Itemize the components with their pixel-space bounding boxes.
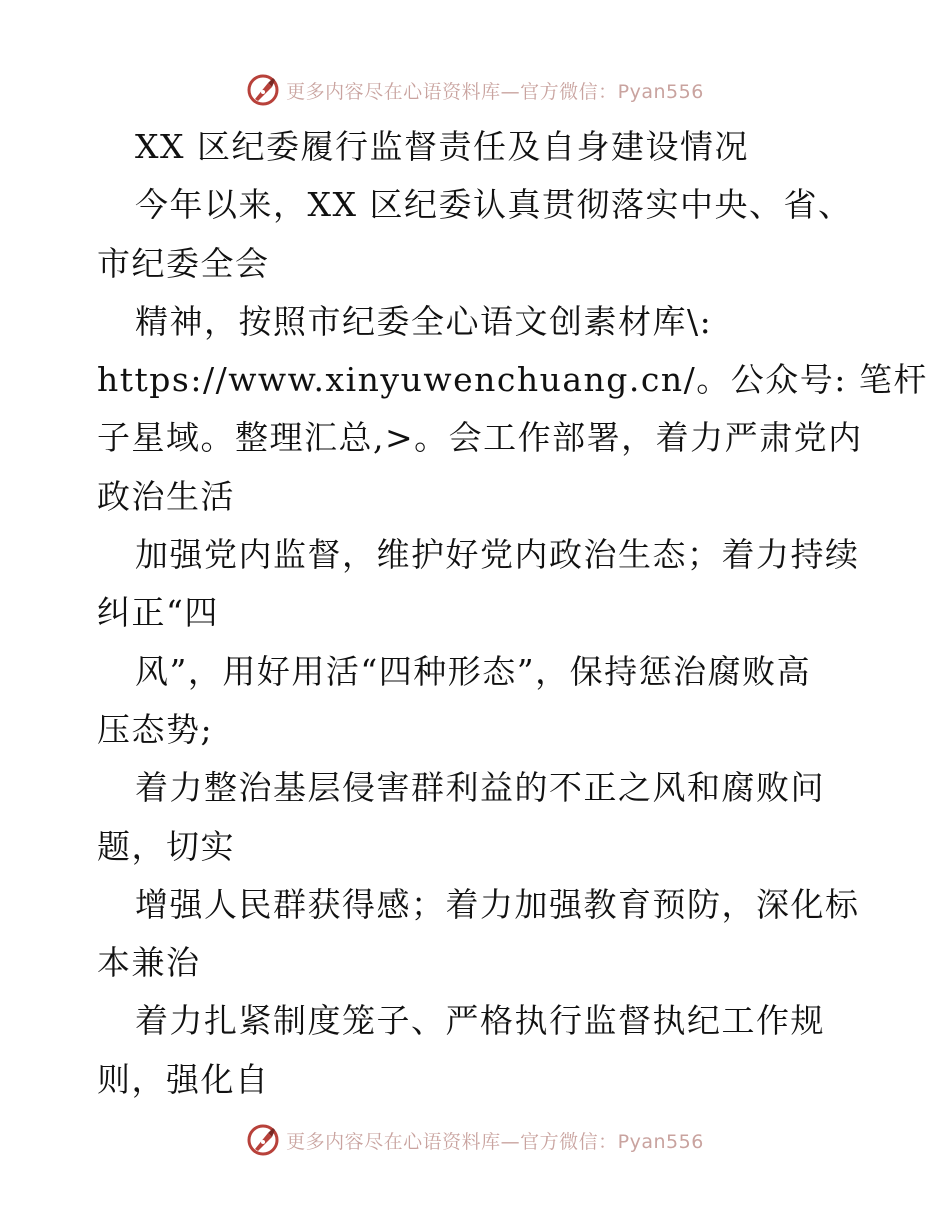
document-line: https://www.xinyuwenchuang.cn/。公众号: 笔杆 — [97, 360, 928, 400]
footer-watermark — [0, 1122, 950, 1158]
document-line: 题，切实 — [97, 826, 235, 866]
watermark-text: 更多内容尽在心语资料库—官方微信：Pyan556 — [286, 80, 704, 103]
pen-nib-logo-icon — [246, 73, 280, 107]
document-line: 本兼治 — [97, 943, 201, 983]
document-line: 今年以来，XX 区纪委认真贯彻落实中央、省、 — [135, 185, 853, 225]
document-line: 子星域。整理汇总,>。会工作部署，着力严肃党内 — [97, 418, 863, 458]
document-line: 风”，用好用活“四种形态”，保持惩治腐败高 — [135, 651, 812, 691]
header-watermark — [0, 72, 950, 108]
document-line: 着力扎紧制度笼子、严格执行监督执纪工作规 — [135, 1001, 825, 1041]
document-line: 着力整治基层侵害群利益的不正之风和腐败问 — [135, 768, 825, 808]
document-line: XX 区纪委履行监督责任及自身建设情况 — [135, 127, 749, 166]
watermark-text: 更多内容尽在心语资料库—官方微信：Pyan556 — [286, 1130, 704, 1153]
document-line: 则，强化自 — [97, 1059, 270, 1099]
document-body — [97, 118, 928, 1109]
document-line: 政治生活 — [97, 476, 235, 516]
document-line: 纠正“四 — [97, 593, 219, 633]
pen-nib-logo-icon — [246, 1123, 280, 1157]
document-line: 增强人民群获得感；着力加强教育预防，深化标 — [135, 884, 860, 924]
document-line: 加强党内监督，维护好党内政治生态；着力持续 — [135, 535, 860, 575]
document-line: 精神，按照市纪委全心语文创素材库\: — [135, 301, 713, 341]
document-line: 压态势; — [97, 709, 214, 749]
document-line: 市纪委全会 — [97, 243, 270, 283]
